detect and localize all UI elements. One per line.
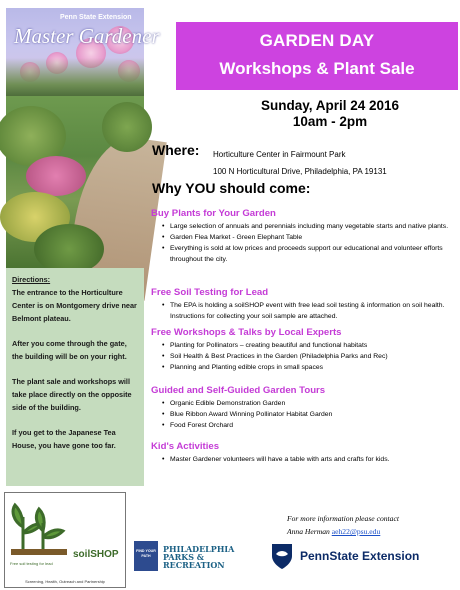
parks-line2: PARKS &: [163, 552, 205, 562]
parks-line3: RECREATION: [163, 560, 225, 570]
parks-logo: [163, 545, 234, 569]
psu-shield-icon: [270, 542, 294, 570]
section-soil-testing: [151, 287, 455, 322]
directions-heading: Directions:: [12, 275, 51, 284]
section-heading: Buy Plants for Your Garden: [151, 208, 276, 219]
parks-line1: PHILADELPHIA: [163, 544, 235, 554]
directions-paragraph: If you get to the Japanese Tea House, you have gone too far.: [12, 428, 116, 450]
find-your-path-badge: FIND YOUR PATH: [134, 541, 158, 571]
list-item: • Large selection of annuals and perennials including many vegetable starts and native plants.: [151, 221, 455, 232]
section-heading: Kid's Activities: [151, 441, 220, 452]
contact-name: Anna Herman: [287, 527, 330, 536]
list-item: • Soil Health & Best Practices in the Garden (Philadelphia Parks and Rec): [151, 351, 455, 362]
where-address: [213, 146, 387, 180]
where-label: Where:: [152, 142, 200, 158]
event-time: 10am - 2pm: [292, 114, 368, 129]
contact-info: [287, 512, 399, 538]
master-gardener-logo: [6, 8, 160, 96]
plants-icon: [9, 497, 69, 557]
list-item: • Master Gardener volunteers will have a table with arts and crafts for kids.: [151, 454, 455, 465]
contact-line: For more information please contact: [287, 514, 399, 523]
directions-paragraph: The entrance to the Horticulture Center is on Montgomery drive near Belmont plateau.: [12, 288, 137, 323]
event-date: Sunday, April 24 2016: [260, 98, 400, 113]
contact-person: [287, 525, 399, 538]
section-heading: Free Soil Testing for Lead: [151, 287, 269, 298]
title-banner: [176, 22, 458, 90]
banner-line1: GARDEN DAY: [259, 31, 375, 50]
soilshop-small: Free soil testing for lead: [10, 561, 53, 566]
section-heading: Free Workshops & Talks by Local Experts: [151, 327, 342, 338]
soilshop-word: soilSHOP: [73, 549, 119, 560]
list-item: • Organic Edible Demonstration Garden: [151, 398, 455, 409]
section-buy-plants: [151, 208, 455, 265]
list-item: • Everything is sold at low prices and proceeds support our educational and volunteer efforts throughout the city.: [151, 243, 455, 265]
list-item: • Planning and Planting edible crops in small spaces: [151, 362, 455, 373]
soilshop-tagline: Screening, Health, Outreach and Partnership: [25, 579, 105, 584]
soilshop-logo: [4, 492, 126, 588]
section-kids-activities: [151, 441, 455, 465]
psu-extension-logo-text: PennState Extension: [300, 549, 420, 563]
address: 100 N Horticultural Drive, Philadelphia, PA 19131: [213, 167, 387, 176]
section-heading: Guided and Self-Guided Garden Tours: [151, 385, 326, 396]
logo-title: Master Gardener: [14, 24, 160, 48]
directions-paragraph: The plant sale and workshops will take place directly on the opposite side of the building.: [12, 377, 132, 412]
section-workshops: [151, 327, 455, 373]
list-item: • Blue Ribbon Award Winning Pollinator Habitat Garden: [151, 409, 455, 420]
venue: Horticulture Center in Fairmount Park: [213, 150, 346, 159]
list-item: • Garden Flea Market - Green Elephant Table: [151, 232, 455, 243]
section-garden-tours: [151, 385, 455, 431]
logo-org: Penn State Extension: [60, 14, 132, 21]
directions-box: [6, 268, 144, 486]
banner-line2: Workshops & Plant Sale: [219, 59, 415, 78]
contact-email-link[interactable]: aeh22@psu.edu: [331, 527, 381, 536]
why-heading: Why YOU should come:: [152, 180, 311, 196]
list-item: • Planting for Pollinators – creating beautiful and functional habitats: [151, 340, 455, 351]
directions-paragraph: After you come through the gate, the building will be on your right.: [12, 339, 127, 361]
garden-photo: [6, 96, 144, 268]
list-item: • Food Forest Orchard: [151, 420, 455, 431]
event-datetime: [230, 98, 430, 130]
list-item: • The EPA is holding a soilSHOP event with free lead soil testing & information on soil health. Instructions for collecting your soil sample are attached.: [151, 300, 455, 322]
